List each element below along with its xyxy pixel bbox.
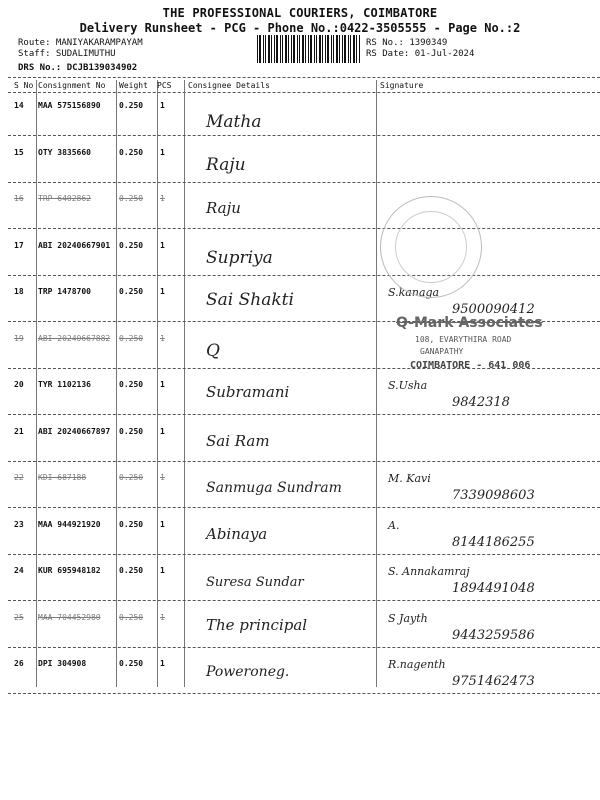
row-divider xyxy=(8,414,600,415)
consignee-name: Sai Shakti xyxy=(206,290,294,310)
cell-consignment: MAA 704452980 xyxy=(38,612,101,622)
row-divider xyxy=(8,228,600,229)
cell-sno: 22 xyxy=(14,473,24,482)
cell-sno: 20 xyxy=(14,380,24,389)
consignee-name: Suresa Sundar xyxy=(206,575,304,590)
cell-weight: 0.250 xyxy=(119,426,144,436)
cell-consignment: MAA 944921920 xyxy=(38,519,101,529)
consignee-name: Abinaya xyxy=(206,524,268,543)
receiver-signature: M. Kavi xyxy=(388,472,431,485)
cell-consignment: ABI 20240667882 xyxy=(38,333,111,343)
route-text: Route: MANIYAKARAMPAYAM xyxy=(18,38,143,48)
cell-weight: 0.250 xyxy=(119,566,144,575)
cell-consignment: TRP 1478700 xyxy=(38,287,91,296)
table-row xyxy=(0,94,600,136)
col-header-sno: S No xyxy=(14,81,34,90)
cell-weight: 0.250 xyxy=(119,519,144,529)
cell-pcs: 1 xyxy=(160,287,165,296)
col-header-pcs: PCS xyxy=(157,81,172,90)
stamp-company: Q-Mark Associates xyxy=(396,315,543,331)
company-seal-inner xyxy=(395,211,467,283)
cell-consignment: TRP 6402862 xyxy=(38,194,91,203)
cell-consignment: KDI 687188 xyxy=(38,473,87,482)
receiver-phone: 8144186255 xyxy=(452,534,535,550)
stamp-address-2: GANAPATHY xyxy=(420,347,464,356)
cell-pcs: 1 xyxy=(160,240,165,250)
consignee-name: Q xyxy=(206,340,220,361)
col-header-weight: Weight xyxy=(119,81,148,90)
cell-sno: 25 xyxy=(14,612,24,622)
receiver-phone: 9443259586 xyxy=(452,627,535,643)
cell-sno: 24 xyxy=(14,566,24,575)
table-row xyxy=(0,187,600,229)
cell-pcs: 1 xyxy=(160,333,165,343)
table-row xyxy=(0,606,600,648)
receiver-signature: A. xyxy=(388,518,400,532)
receiver-phone: 9500090412 xyxy=(452,302,535,317)
header-bottom-rule xyxy=(8,92,600,93)
col-header-consignee: Consignee Details xyxy=(188,81,270,90)
cell-weight: 0.250 xyxy=(119,473,144,482)
receiver-phone: 9842318 xyxy=(452,395,510,410)
consignee-name: Raju xyxy=(206,154,246,175)
consignee-name: Subramani xyxy=(206,383,290,401)
rs-number: RS No.: 1390349 xyxy=(366,38,448,48)
cell-pcs: 1 xyxy=(160,147,165,157)
header-top-rule xyxy=(8,77,600,78)
consignee-name: Raju xyxy=(206,199,241,217)
cell-sno: 16 xyxy=(14,194,24,203)
table-row xyxy=(0,373,600,415)
runsheet-title: Delivery Runsheet - PCG - Phone No.:0422-3505555 - Page No.:2 xyxy=(79,21,521,35)
receiver-signature: S Jayth xyxy=(388,611,428,625)
cell-consignment: KUR 695948182 xyxy=(38,566,101,575)
col-header-signature: Signature xyxy=(380,81,424,90)
cell-sno: 23 xyxy=(14,519,24,529)
cell-weight: 0.250 xyxy=(119,287,144,296)
cell-sno: 19 xyxy=(14,333,24,343)
table-row xyxy=(0,466,600,508)
cell-weight: 0.250 xyxy=(119,612,144,622)
receiver-phone: 9751462473 xyxy=(452,674,535,689)
cell-pcs: 1 xyxy=(160,519,165,529)
consignee-name: Sanmuga Sundram xyxy=(206,480,342,496)
row-divider xyxy=(8,600,600,601)
cell-weight: 0.250 xyxy=(119,147,144,157)
consignee-name: The principal xyxy=(206,615,308,634)
receiver-signature: S. Annakamraj xyxy=(388,565,470,578)
cell-weight: 0.250 xyxy=(119,240,144,250)
cell-weight: 0.250 xyxy=(119,380,144,389)
row-divider xyxy=(8,135,600,136)
rs-date: RS Date: 01-Jul-2024 xyxy=(366,49,475,59)
row-divider xyxy=(8,461,600,462)
cell-consignment: ABI 20240667897 xyxy=(38,426,111,436)
col-header-consignment: Consignment No xyxy=(38,81,106,90)
table-row xyxy=(0,559,600,601)
table-row xyxy=(0,234,600,276)
stamp-city: COIMBATORE - 641 006 xyxy=(410,360,531,371)
cell-pcs: 1 xyxy=(160,612,165,622)
row-divider xyxy=(8,507,600,508)
receiver-signature: R.nagenth xyxy=(388,658,446,671)
cell-pcs: 1 xyxy=(160,659,165,668)
consignee-name: Matha xyxy=(206,112,262,132)
cell-pcs: 1 xyxy=(160,566,165,575)
rs-block xyxy=(366,38,474,60)
cell-consignment: DPI 304908 xyxy=(38,659,87,668)
cell-sno: 14 xyxy=(14,101,24,110)
cell-weight: 0.250 xyxy=(119,101,144,110)
row-divider xyxy=(8,554,600,555)
table-row xyxy=(0,141,600,183)
cell-pcs: 1 xyxy=(160,426,165,436)
cell-pcs: 1 xyxy=(160,473,165,482)
table-row xyxy=(0,420,600,462)
staff-text: Staff: SUDALIMUTHU xyxy=(18,49,116,59)
receiver-phone: 7339098603 xyxy=(452,488,535,503)
cell-consignment: MAA 575156890 xyxy=(38,101,101,110)
consignee-name: Supriya xyxy=(206,247,273,268)
cell-consignment: OTY 3835660 xyxy=(38,147,91,157)
table-row xyxy=(0,652,600,694)
receiver-signature: S.kanaga xyxy=(388,286,440,299)
cell-pcs: 1 xyxy=(160,194,165,203)
consignee-name: Sai Ram xyxy=(206,431,270,450)
table-row xyxy=(0,513,600,555)
route-staff-block xyxy=(18,38,143,60)
company-name: THE PROFESSIONAL COURIERS, COIMBATORE xyxy=(162,6,438,20)
row-divider xyxy=(8,275,600,276)
row-divider xyxy=(8,647,600,648)
drs-number: DRS No.: DCJB139034902 xyxy=(18,63,138,73)
receiver-signature: S.Usha xyxy=(388,379,428,392)
cell-weight: 0.250 xyxy=(119,659,144,668)
row-divider xyxy=(8,182,600,183)
cell-consignment: TYR 1102136 xyxy=(38,380,91,389)
cell-sno: 17 xyxy=(14,240,24,250)
consignee-name: Poweroneg. xyxy=(206,664,290,680)
row-divider xyxy=(8,693,600,694)
stamp-address-1: 108, EVARYTHIRA ROAD xyxy=(415,335,512,344)
cell-pcs: 1 xyxy=(160,101,165,110)
cell-sno: 26 xyxy=(14,659,24,668)
cell-sno: 21 xyxy=(14,426,24,436)
cell-pcs: 1 xyxy=(160,380,165,389)
receiver-phone: 1894491048 xyxy=(452,581,535,596)
cell-sno: 18 xyxy=(14,287,24,296)
cell-weight: 0.250 xyxy=(119,194,144,203)
cell-weight: 0.250 xyxy=(119,333,144,343)
cell-sno: 15 xyxy=(14,147,24,157)
barcode-image xyxy=(257,35,361,63)
cell-consignment: ABI 20240667901 xyxy=(38,240,111,250)
